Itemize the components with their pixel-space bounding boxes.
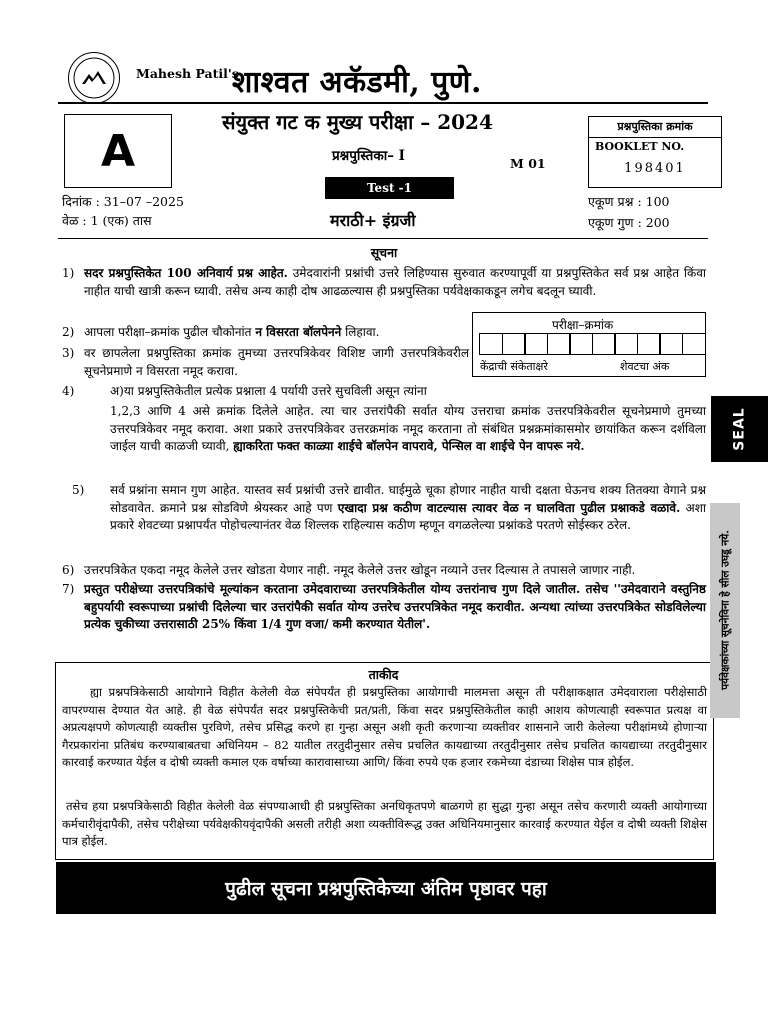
instructions-heading: सूचना (370, 245, 398, 260)
footer-banner: पुढील सूचना प्रश्नपुस्तिकेच्या अंतिम पृष्ठावर पहा (56, 862, 716, 914)
instruction-number: 5) (72, 483, 85, 497)
instruction-6: उत्तरपत्रिकेत एकदा नमूद केलेले उत्तर खोडता येणार नाही. नमूद केलेले उत्तर खोडून नव्याने उत्तर दिल्यास ते तपासले जाणार नाही. (84, 563, 636, 577)
academy-logo (68, 52, 120, 104)
instruction-4 (110, 403, 706, 456)
seal-label: SEAL (731, 407, 748, 451)
instruction-2-end: लिहावा. (341, 325, 380, 339)
seal-warning-strip (710, 503, 740, 718)
instruction-5-end: अशा प्रकारे शेवटच्या प्रश्नापर्यंत पोहोचल्यानंतर वेळ शिल्लक राहिल्यास कठीण म्हणून वगळलेल्या प्रश्नांकडे परतणे सोईस्कर ठरेल. (110, 500, 706, 532)
booklet-label: प्रश्नपुस्तिका– I (332, 148, 405, 164)
instruction-number: 7) (62, 582, 75, 596)
booklet-no-label: BOOKLET NO. (595, 140, 685, 153)
seat-digit-cell[interactable] (524, 333, 548, 355)
serial-label: प्रश्नपुस्तिका क्रमांक (589, 117, 721, 138)
test-badge: Test -1 (325, 177, 454, 199)
instruction-3: वर छापलेला प्रश्नपुस्तिका क्रमांक तुमच्या उत्तरपत्रिकेवर विशिष्ट जागी उत्तरपत्रिकेवरील सूचनेप्रमाणे न विसरता नमूद करावा. (84, 346, 469, 378)
warning-paragraph-1: ह्या प्रश्नपत्रिकेसाठी आयोगाने विहीत केलेली वेळ संपेपर्यंत ही प्रश्नपुस्तिका आयोगाची मालमत्ता असून ती परीक्षाकक्षात उमेदवाराला परीक्षेसाठी वापरण्यास देण्यात येत आहे. ही वेळ संपेपर्यंत सदर प्रश्नपुस्तिकेची प्रत/प्रती, किंवा सदर प्रश्नपुस्तिकेतील काही आशय कोणत्याही स्वरूपात प्रत्यक्ष वा अप्रत्यक्षपणे कोणत्याही व्यक्तीस पुरविणे, तसेच प्रसिद्ध करणे हा गुन्हा असून अशी कृती करणाऱ्या व्यक्तीवर शासनाने जारी केलेल्या परीक्षांमध्ये होणाऱ्या गैरप्रकारांना प्रतिबंध करण्याबाबतचा अधिनियम – 82 यातील तरतुदीनुसार तसेच प्रचलित कायद्याच्या तरतुदीनुसार तसेच प्रचलित कायद्याच्या तरतुदीनुसार कारवाई करण्यात येईल व दोषी व्यक्ती कमाल एक वर्षाच्या कारावासाच्या आणि/ किंवा रुपये एक हजार रकमेच्या दंडाच्या शिक्षेस पात्र होईल. (62, 685, 707, 769)
centre-code-label: केंद्राची संकेताक्षरे (480, 360, 548, 373)
instruction-number: 2) (62, 325, 75, 339)
instruction-number: 1) (62, 266, 75, 280)
warning-heading: ताकीद (368, 667, 399, 682)
instruction-5-text: सर्व प्रश्नांना समान गुण आहेत. यास्तव सर्व प्रश्नांची उत्तरे द्यावीत. घाईमुळे चूका होणार नाहीत याची दक्षता घेऊनच शक्य तितक्या वेगाने प्रश्न सोडवावेत. क्रमाने प्रश्न सोडविणे श्रेयस्कर आहे पण (110, 483, 706, 515)
instruction-number: 3) (62, 346, 75, 360)
seal-tab (711, 396, 768, 462)
instruction-4-first-line: अ)या प्रश्नपुस्तिकेतील प्रत्येक प्रश्नाला 4 पर्यायी उत्तरे सुचविली असून त्यांना (110, 384, 427, 398)
booklet-no-value: 198401 (624, 161, 686, 176)
booklet-code: M 01 (510, 156, 546, 171)
instruction-1-bold: सदर प्रश्नपुस्तिकेत 100 अनिवार्य प्रश्न आहेत. (84, 266, 288, 280)
instruction-7 (84, 581, 706, 634)
exam-duration: वेळ : 1 (एक) तास (62, 213, 152, 228)
instruction-2 (84, 324, 469, 342)
seat-digit-cell[interactable] (682, 333, 706, 355)
exam-date: दिनांक : 31–07 –2025 (62, 194, 184, 209)
instruction-4-text: 1,2,3 आणि 4 असे क्रमांक दिलेले आहेत. त्या चार उत्तरांपैकी सर्वात योग्य उत्तराचा क्रमांक उत्तरपत्रिकेवरील सूचनेप्रमाणे तुमच्या उत्तरपत्रिकेवर नमूद करावा. अशा प्रकारे उत्तरपत्रिकेवर उत्तरक्रमांक नमूद करताना तो संबंधित प्रश्नक्रमांकासमोर छायांकित करून दर्शविला जाईल याची काळजी घ्यावी, (110, 404, 706, 453)
instruction-1-text: उमेदवारांनी प्रश्नांची उत्तरे लिहिण्यास सुरुवात करण्यापूर्वी या प्रश्नपुस्तिकेत सर्व प्रश्न आहेत किंवा नाहीत याची खात्री करून घ्यावी. तसेच अन्य काही दोष आढळल्यास ही प्रश्नपुस्तिका पर्यवेक्षकाकडून लगेच बदलून घ्यावी. (84, 266, 706, 298)
total-marks: एकूण गुण : 200 (588, 215, 670, 230)
seat-digit-cell[interactable] (637, 333, 661, 355)
mahesh-patil-label: Mahesh Patil's (136, 66, 239, 81)
academy-name: शाश्वत अकॅडमी, पुणे. (232, 65, 482, 100)
seat-digit-cell[interactable] (614, 333, 638, 355)
seat-number-digits (479, 333, 704, 355)
section-divider (58, 238, 708, 239)
booklet-serial-box (588, 116, 722, 188)
subject-label: मराठी+ इंग्रजी (330, 211, 416, 230)
instruction-2-text: आपला परीक्षा–क्रमांक पुढील चौकोनांत (84, 325, 256, 339)
seat-digit-cell[interactable] (502, 333, 526, 355)
instruction-5-bold: एखादा प्रश्न कठीण वाटल्यास त्यावर वेळ न घालविता पुढील प्रश्नाकडे वळावे. (337, 500, 681, 515)
header-divider (58, 102, 708, 104)
instruction-4-bold: ह्याकरिता फक्त काळ्या शाईचे बॉलपेन वापरावे, पेन्सिल वा शाईचे पेन वापरू नये. (233, 439, 585, 453)
instruction-1 (84, 265, 706, 300)
seat-digit-cell[interactable] (569, 333, 593, 355)
last-digit-label: शेवटचा अंक (620, 360, 670, 373)
seat-digit-cell[interactable] (592, 333, 616, 355)
total-questions: एकूण प्रश्न : 100 (588, 194, 670, 209)
exam-title: संयुक्त गट क मुख्य परीक्षा – 2024 (222, 110, 493, 134)
seat-digit-cell[interactable] (547, 333, 571, 355)
seal-warning-text: पर्यवेक्षकांच्या सूचनेविना हे सील उघडू नये. (719, 530, 732, 690)
seat-number-label: परीक्षा–क्रमांक (552, 318, 614, 332)
instruction-2-bold: न विसरता बॉलपेनने (255, 325, 342, 339)
instruction-5 (110, 482, 706, 535)
instruction-number: 4) (62, 384, 75, 398)
warning-paragraph-2: तसेच हया प्रश्नपत्रिकेसाठी विहीत केलेली वेळ संपण्याआधी ही प्रश्नपुस्तिका अनधिकृतपणे बाळगणे हा सुद्धा गुन्हा असून तसेच करणारी व्यक्ती आयोगाच्या कर्मचारीवृंदापैकी, तसेच परीक्षेच्या पर्यवेक्षकीयवृंदापैकी असली तरीही अशा व्यक्तीविरूद्ध उक्त अधिनियमानुसार कारवाई करण्यात येईल व दोषी व्यक्ती शिक्षेस पात्र होईल. (62, 799, 707, 848)
seat-digit-cell[interactable] (659, 333, 683, 355)
booklet-series-box: A (64, 114, 172, 188)
seat-digit-cell[interactable] (479, 333, 503, 355)
instruction-7-bold: प्रस्तुत परीक्षेच्या उत्तरपत्रिकांचे मूल्यांकन करताना उमेदवाराच्या उत्तरपत्रिकेतील योग्य उत्तरांनाच गुण दिले जातील. तसेच ''उमेदवाराने वस्तुनिष्ठ बहुपर्यायी स्वरूपाच्या प्रश्नांची दिलेल्या चार उत्तरांपैकी सर्वात योग्य उत्तरेच उत्तरपत्रिकेत नमूद करावीत. अन्यथा त्यांच्या उत्तरपत्रिकेत सोडविलेल्या प्रत्येक चुकीच्या उत्तरासाठी 25% किंवा 1/4 गुण वजा/ कमी करण्यात येतील'. (84, 582, 706, 631)
instruction-number: 6) (62, 563, 75, 577)
